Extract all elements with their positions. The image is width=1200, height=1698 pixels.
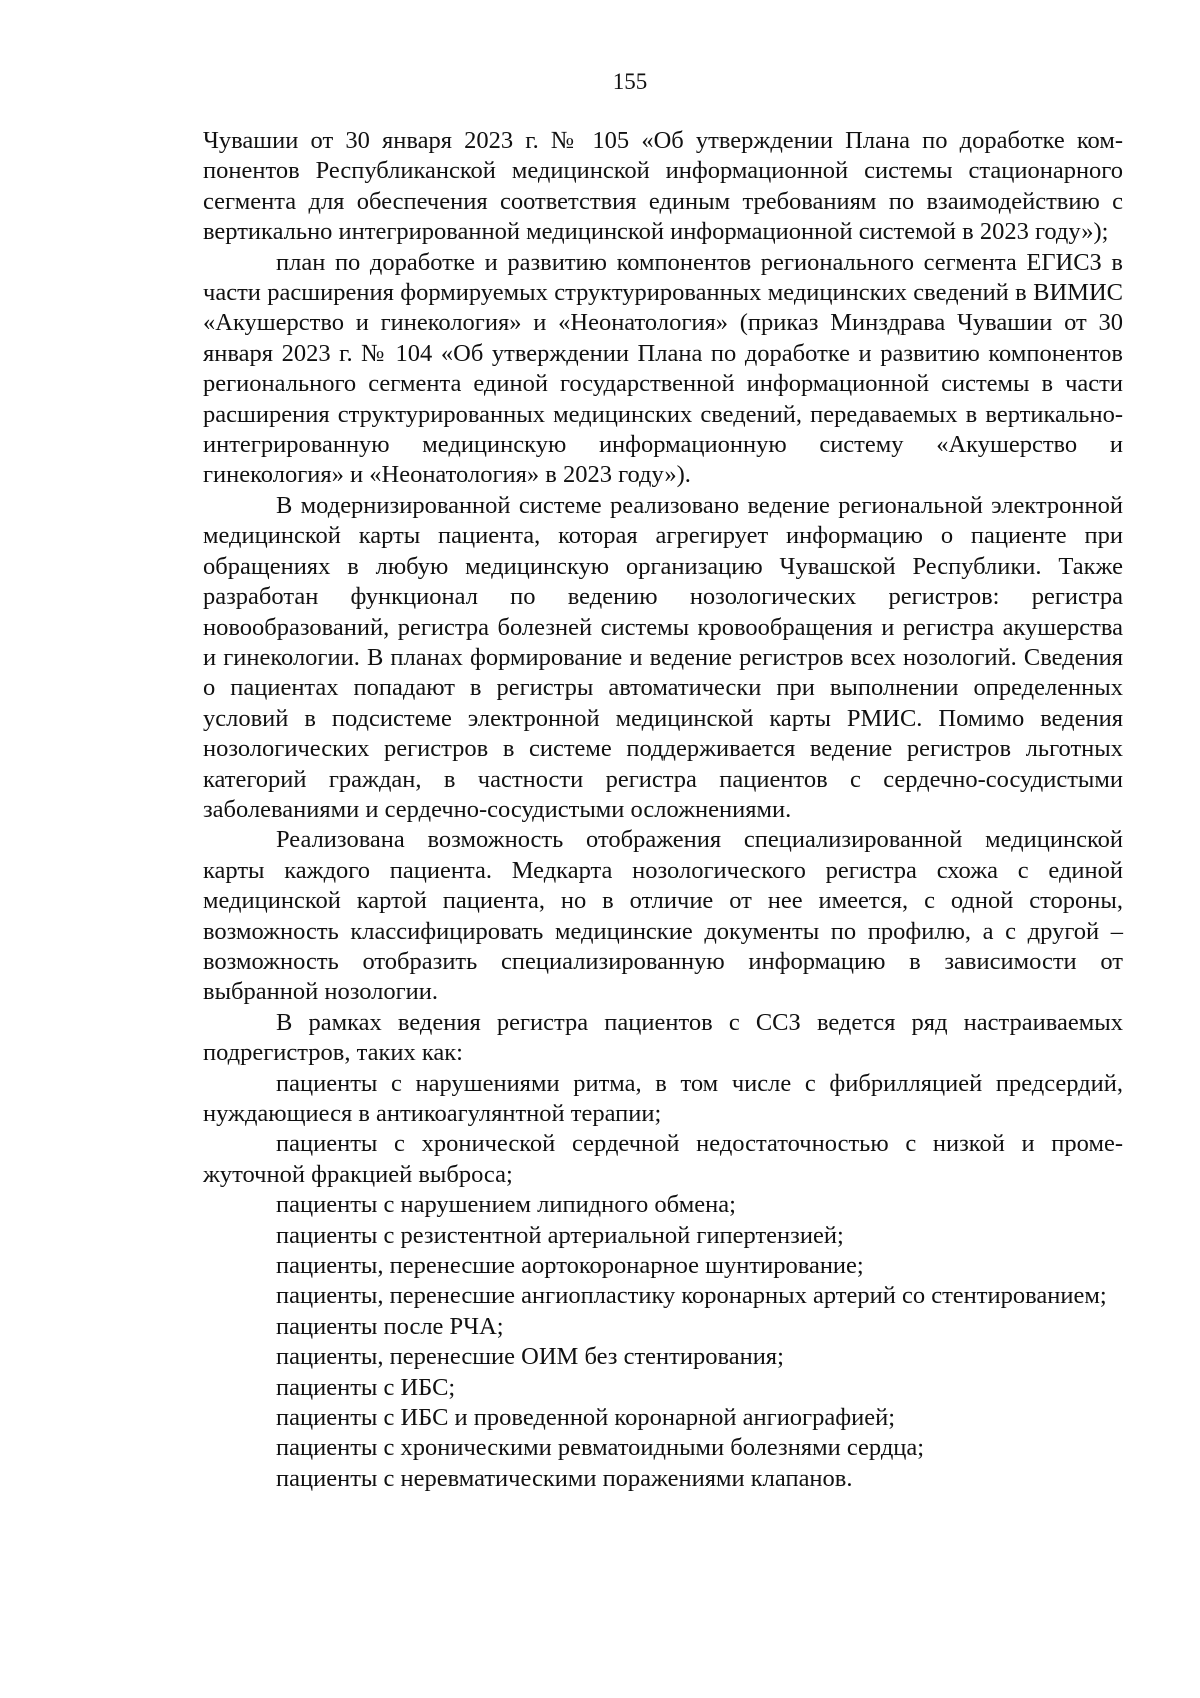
list-item: пациенты с хроническими ревматоидными болезнями сердца; xyxy=(276,1434,925,1462)
paragraph: В рамках ведения регистра пациентов с ССЗ ведется ряд настраиваемых подрегистров, таких как: xyxy=(203,1008,1123,1067)
page-number: 155 xyxy=(612,69,648,94)
list-item: пациенты с хронической сердечной недостаточностью с низкой и промежуточной фракцией выброса; xyxy=(203,1130,1123,1188)
paragraph: Чувашии от 30 января 2023 г. № 105 «Об утверждении Плана по доработке компонентов Республиканской медицинской информационной системы стационарного сегмента для обеспечения соответствия единым требованиям по взаимодействию с вертикально интегрированной медицинской информационной системой в 2023 году»); xyxy=(203,127,1123,246)
list-item: пациенты, перенесшие ангиопластику коронарных артерий со стентированием; xyxy=(276,1282,1107,1310)
list-item: пациенты с нарушением липидного обмена; xyxy=(276,1191,736,1219)
paragraph: план по доработке и развитию компонентов регионального сегмента ЕГИСЗ в части расширения формируемых структурированных медицинских сведений в ВИМИС «Акушерство и гинекология» и «Неонатология» (приказ Минздрава Чувашии от 30 января 2023 г. № 104 «Об утверждении Плана по доработке и развитию компонентов регионального сегмента единой государственной информационной системы в части расширения структурированных медицинских сведений, передаваемых в вертикально-интегрированную медицинскую информационную систему «Акушерство и гинекология» и «Неонатология» в 2023 году»). xyxy=(203,248,1123,489)
list-item: пациенты после РЧА; xyxy=(276,1312,504,1340)
list-item: пациенты с резистентной артериальной гипертензией; xyxy=(276,1221,844,1249)
document-body xyxy=(203,126,1123,1494)
paragraph: Реализована возможность отображения специализированной медицинской карты каждого пациента. Медкарта нозологического регистра схожа с единой медицинской картой пациента, но в отличие от нее имеется, с одной стороны, возможность классифицировать медицинские документы по профилю, а с другой – возможность отобразить специализированную информацию в зависимости от выбранной нозологии. xyxy=(203,826,1123,1006)
list-item: пациенты с нарушениями ритма, в том числе с фибрилляцией предсердий, нуждающиеся в антикоагулянтной терапии; xyxy=(203,1069,1123,1127)
list-item: пациенты с ИБС и проведенной коронарной ангиографией; xyxy=(276,1404,896,1432)
list-item: пациенты с неревматическими поражениями клапанов. xyxy=(276,1464,853,1492)
list-item: пациенты, перенесшие аортокоронарное шунтирование; xyxy=(276,1252,864,1280)
list-item: пациенты, перенесшие ОИМ без стентирования; xyxy=(276,1343,784,1371)
paragraph: В модернизированной системе реализовано ведение региональной электронной медицинской карты пациента, которая агрегирует информацию о пациенте при обращениях в любую медицинскую организацию Чувашской Республики. Также разработан функционал по ведению нозологических регистров: регистра новообразований, регистра болезней системы кровообращения и регистра акушерства и гинекологии. В планах формирование и ведение регистров всех нозологий. Сведения о пациентах попадают в регистры автоматически при выполнении определенных условий в подсистеме электронной медицинской карты РМИС. Помимо ведения нозологических регистров в системе поддерживается ведение регистров льготных категорий граждан, в частности регистра пациентов с сердечно-сосудистыми заболеваниями и сердечно-сосудистыми осложнениями. xyxy=(203,491,1123,823)
list-item: пациенты с ИБС; xyxy=(276,1373,456,1401)
